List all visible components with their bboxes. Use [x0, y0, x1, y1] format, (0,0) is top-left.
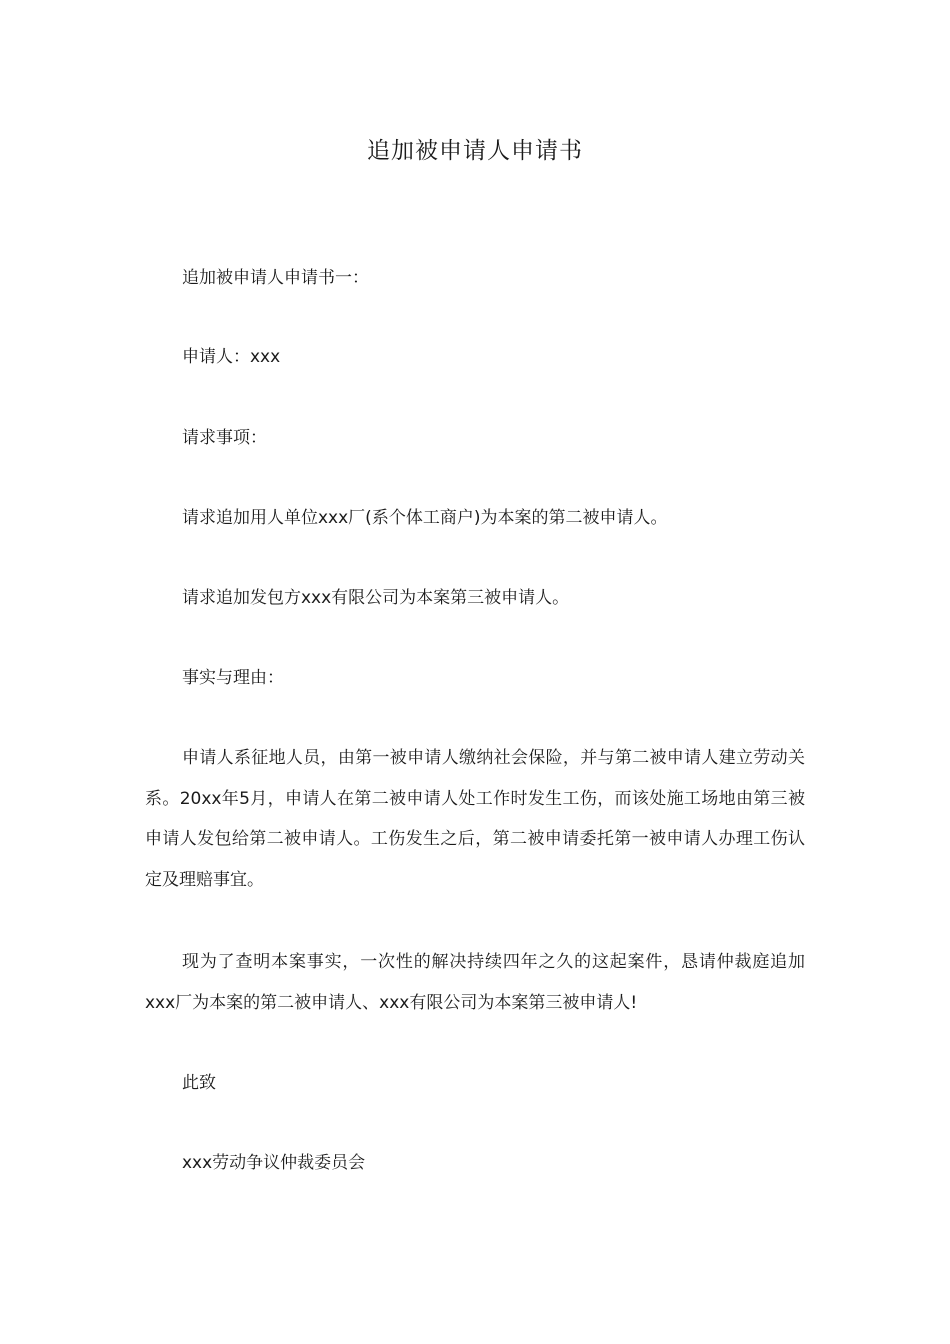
request-item-2: 请求追加发包方xxx有限公司为本案第三被申请人。: [182, 588, 570, 608]
requests-heading: 请求事项：: [182, 428, 267, 448]
section-heading-one: 追加被申请人申请书一：: [182, 268, 369, 288]
facts-paragraph: 申请人系征地人员，由第一被申请人缴纳社会保险，并与第二被申请人建立劳动关系。20xx年5月，申请人在第二被申请人处工作时发生工伤，而该处施工场地由第三被申请人发包给第二被申请人。工伤发生之后，第二被申请委托第一被申请人办理工伤认定及理赔事宜。: [145, 748, 805, 890]
facts-heading: 事实与理由：: [182, 668, 284, 688]
recipient: xxx劳动争议仲裁委员会: [182, 1153, 366, 1173]
conclusion-paragraph: 现为了查明本案事实，一次性的解决持续四年之久的这起案件，恳请仲裁庭追加xxx厂为本案的第二被申请人、xxx有限公司为本案第三被申请人!: [145, 952, 805, 1013]
applicant-line: 申请人：xxx: [182, 347, 281, 367]
request-item-1: 请求追加用人单位xxx厂(系个体工商户)为本案的第二被申请人。: [182, 508, 668, 528]
document-title: 追加被申请人申请书: [367, 138, 583, 164]
salutation: 此致: [182, 1073, 216, 1093]
